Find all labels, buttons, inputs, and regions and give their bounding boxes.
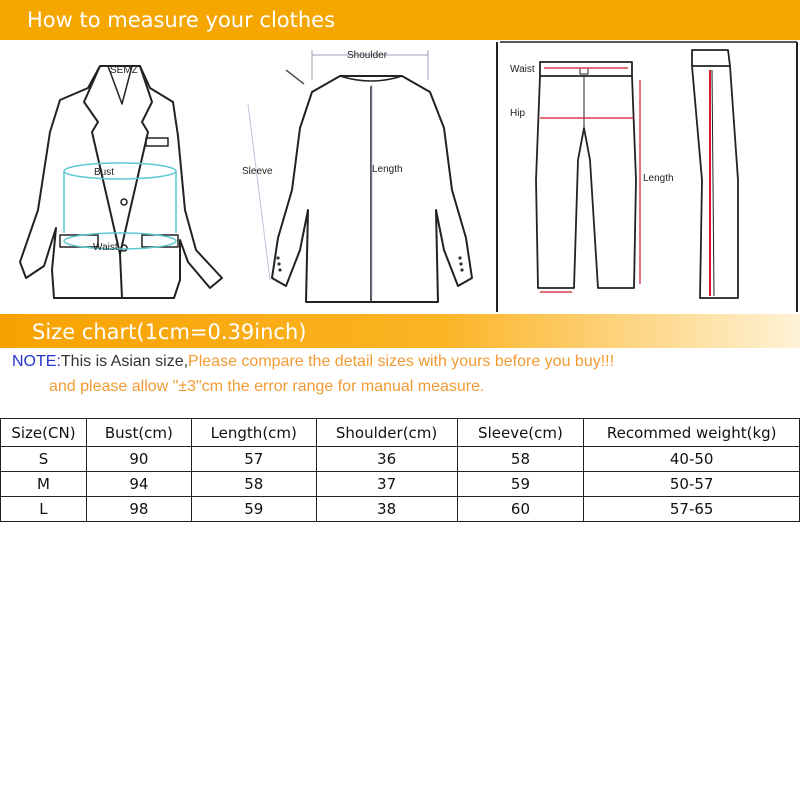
cell-size: S [1,447,87,472]
table-header-row [1,419,800,447]
length-label-pants: Length [643,173,674,184]
back-cuff-button [278,268,281,271]
cell-bust: 94 [86,472,191,497]
table-row [1,447,800,472]
table-row [1,497,800,522]
back-cuff-button [460,268,463,271]
pants-front-drawing [536,62,636,288]
measurement-diagrams [0,40,800,314]
back-cuff-button [276,256,279,259]
bust-label: Bust [94,167,115,178]
sleeve-label: Sleeve [242,166,273,177]
cell-sleeve: 58 [457,447,584,472]
header-length: Length(cm) [191,419,316,447]
measure-banner [0,0,800,40]
back-cuff-button [459,262,462,265]
cell-bust: 98 [86,497,191,522]
bust-measure-line [64,163,176,249]
pants-front-measure [540,68,640,292]
cell-length: 59 [191,497,316,522]
cell-sleeve: 60 [457,497,584,522]
note-keyword: NOTE: [12,353,61,370]
cell-size: L [1,497,87,522]
diagram-svg [0,40,800,314]
size-note [12,350,797,400]
table-row [1,472,800,497]
header-sleeve: Sleeve(cm) [457,419,584,447]
cell-sleeve: 59 [457,472,584,497]
pants-side-drawing [692,50,738,298]
jacket-front-drawing [20,66,222,298]
size-table [0,418,800,522]
header-bust: Bust(cm) [86,419,191,447]
back-cuff-button [277,262,280,265]
length-label-jacket: Length [372,164,403,175]
size-chart-banner [0,314,800,348]
cell-shoulder: 37 [316,472,457,497]
shoulder-label: Shoulder [347,50,388,61]
note-text-asian: This is Asian size, [60,353,189,370]
cell-weight: 50-57 [584,472,800,497]
measure-banner-title: How to measure your clothes [27,8,336,32]
sleeve-measure-line [248,104,270,280]
waist-label-jacket: Waist [93,242,118,253]
cell-shoulder: 36 [316,447,457,472]
size-chart-title: Size chart(1cm=0.39inch) [32,320,307,344]
hip-label: Hip [510,108,526,119]
cell-shoulder: 38 [316,497,457,522]
sleeve-pointer [286,70,304,84]
note-text-compare: Please compare the detail sizes with yours before you buy!!! [188,353,615,370]
jacket-tag: SEMZ [110,65,138,76]
cell-bust: 90 [86,447,191,472]
cell-weight: 57-65 [584,497,800,522]
back-cuff-button [458,256,461,259]
cell-length: 58 [191,472,316,497]
cell-length: 57 [191,447,316,472]
header-weight: Recommed weight(kg) [584,419,800,447]
note-line-2: and please allow "±3"cm the error range for manual measure. [49,378,485,395]
header-size: Size(CN) [1,419,87,447]
cell-weight: 40-50 [584,447,800,472]
pants-waist-label: Waist [510,64,535,75]
header-shoulder: Shoulder(cm) [316,419,457,447]
cell-size: M [1,472,87,497]
note-line-1 [12,350,797,374]
